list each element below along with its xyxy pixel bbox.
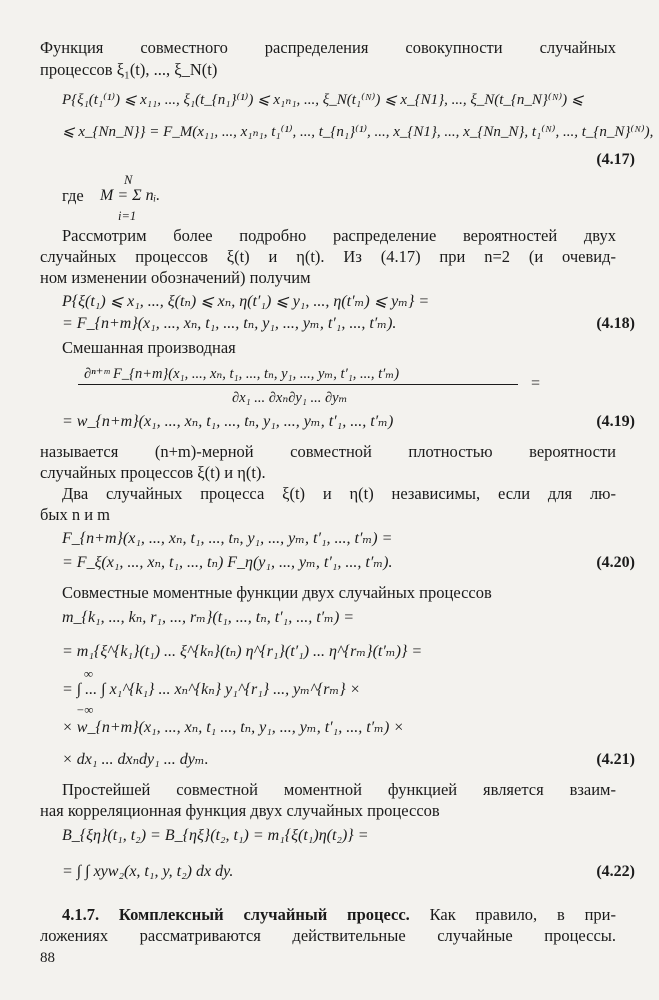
- paragraph-line: называется (n+m)-мерной совместной плотностью вероятности: [40, 442, 616, 461]
- equation-4-22-line-1: B_{ξη}(t₁, t₂) = B_{ηξ}(t₂, t₁) = m₁{ξ(t₁)η(t₂)} =: [62, 827, 369, 844]
- equation-number-4-20: (4.20): [596, 554, 635, 571]
- equation-4-21-line-1: m_{k₁, ..., kₙ, r₁, ..., rₘ}(t₁, ..., tₙ, t′₁, ..., t′ₘ) =: [62, 609, 355, 626]
- sum-upper-limit: N: [124, 173, 133, 187]
- paragraph-line: случайных процессов ξ(t) и η(t).: [40, 463, 266, 482]
- where-label: где: [62, 186, 84, 205]
- equation-4-20-line-2: = F_ξ(x₁, ..., xₙ, t₁, ..., tₙ) F_η(y₁, ..., yₘ, t′₁, ..., t′ₘ).: [62, 554, 393, 571]
- equation-4-21-line-3: = ∫ ... ∫ x₁^{k₁} ... xₙ^{kₙ} y₁^{r₁} ..., yₘ^{rₘ} ×: [62, 681, 361, 698]
- equation-number-4-22: (4.22): [596, 863, 635, 880]
- equation-number-4-17: (4.17): [596, 151, 635, 168]
- paragraph-line: Функция совместного распределения совокупности случайных: [40, 38, 616, 57]
- equation-4-21-line-5: × dx₁ ... dxₙdy₁ ... dyₘ.: [62, 751, 209, 768]
- integral-lower-limit: −∞: [76, 703, 94, 717]
- paragraph-line: бых n и m: [40, 505, 111, 524]
- equation-4-18-line-1: P{ξ(t₁) ⩽ x₁, ..., ξ(tₙ) ⩽ xₙ, η(t′₁) ⩽ y₁, ..., η(t′ₘ) ⩽ yₘ} =: [62, 293, 430, 310]
- paragraph-line: процессов ξ₁(t), ..., ξ_N(t): [40, 60, 218, 79]
- equation-4-17-line-2: ⩽ x_{Nn_N}} = F_M(x₁₁, ..., x₁ₙ₁, t₁⁽¹⁾, ..., t_{n₁}⁽¹⁾, ..., x_{N1}, ..., x_{Nn_N}, t₁⁽ᴺ⁾, ..., t_{n_N}⁽ᴺ⁾),: [62, 124, 654, 140]
- section-heading-line: [62, 905, 616, 925]
- equation-number-4-18: (4.18): [596, 315, 635, 332]
- equation-4-17-line-1: P{ξ₁(t₁⁽¹⁾) ⩽ x₁₁, ..., ξ₁(t_{n₁}⁽¹⁾) ⩽ x₁ₙ₁, ..., ξ_N(t₁⁽ᴺ⁾) ⩽ x_{N1}, ..., ξ_N(t_{n_N}⁽ᴺ⁾) ⩽: [62, 92, 584, 108]
- sum-lower-limit: i=1: [118, 209, 137, 223]
- fraction-bar: [78, 384, 518, 385]
- equation-number-4-19: (4.19): [596, 413, 635, 430]
- where-expression: M = Σ nᵢ.: [100, 187, 161, 204]
- equation-4-19-numerator: ∂ⁿ⁺ᵐ F_{n+m}(x₁, ..., xₙ, t₁, ..., tₙ, y₁, ..., yₘ, t′₁, ..., t′ₘ): [84, 366, 400, 382]
- paragraph-line: ная корреляционная функция двух случайных процессов: [40, 801, 440, 820]
- equation-4-22-line-2: = ∫ ∫ xyw₂(x, t₁, y, t₂) dx dy.: [62, 863, 234, 880]
- paragraph-line: Совместные моментные функции двух случайных процессов: [62, 583, 492, 602]
- equation-4-21-line-4: × w_{n+m}(x₁, ..., xₙ, t₁ ..., tₙ, y₁, ..., yₘ, t′₁, ..., t′ₘ) ×: [62, 719, 405, 736]
- integral-upper-limit: ∞: [84, 667, 93, 681]
- paragraph-line: случайных процессов ξ(t) и η(t). Из (4.17) при n=2 (и очевид-: [40, 247, 616, 266]
- paragraph-line: ложениях рассматриваются действительные случайные процессы.: [40, 926, 616, 945]
- equation-4-18-line-2: = F_{n+m}(x₁, ..., xₙ, t₁, ..., tₙ, y₁, ..., yₘ, t′₁, ..., t′ₘ).: [62, 315, 397, 332]
- paragraph-line: Смешанная производная: [62, 338, 236, 357]
- page-number: 88: [40, 950, 55, 966]
- paragraph-line: ном изменении обозначений) получим: [40, 268, 311, 287]
- equation-4-19-line-2: = w_{n+m}(x₁, ..., xₙ, t₁, ..., tₙ, y₁, ..., yₘ, t′₁, ..., t′ₘ): [62, 413, 394, 430]
- paragraph-line: Простейшей совместной моментной функцией является взаим-: [62, 780, 616, 799]
- equation-number-4-21: (4.21): [596, 751, 635, 768]
- equation-4-20-line-1: F_{n+m}(x₁, ..., xₙ, t₁, ..., tₙ, y₁, ..., yₘ, t′₁, ..., t′ₘ) =: [62, 530, 393, 547]
- equation-4-19-denominator: ∂x₁ ... ∂xₙ∂y₁ ... ∂yₘ: [232, 390, 348, 406]
- section-text: Как правило, в при-: [429, 905, 616, 924]
- paragraph-line: Рассмотрим более подробно распределение вероятностей двух: [62, 226, 616, 245]
- equation-4-21-line-2: = m₁{ξ^{k₁}(t₁) ... ξ^{kₙ}(tₙ) η^{r₁}(t′₁) ... η^{rₘ}(t′ₘ)} =: [62, 643, 423, 660]
- equals-sign: =: [530, 375, 541, 392]
- section-heading: 4.1.7. Комплексный случайный процесс.: [62, 905, 410, 924]
- paragraph-line: Два случайных процесса ξ(t) и η(t) независимы, если для лю-: [62, 484, 616, 503]
